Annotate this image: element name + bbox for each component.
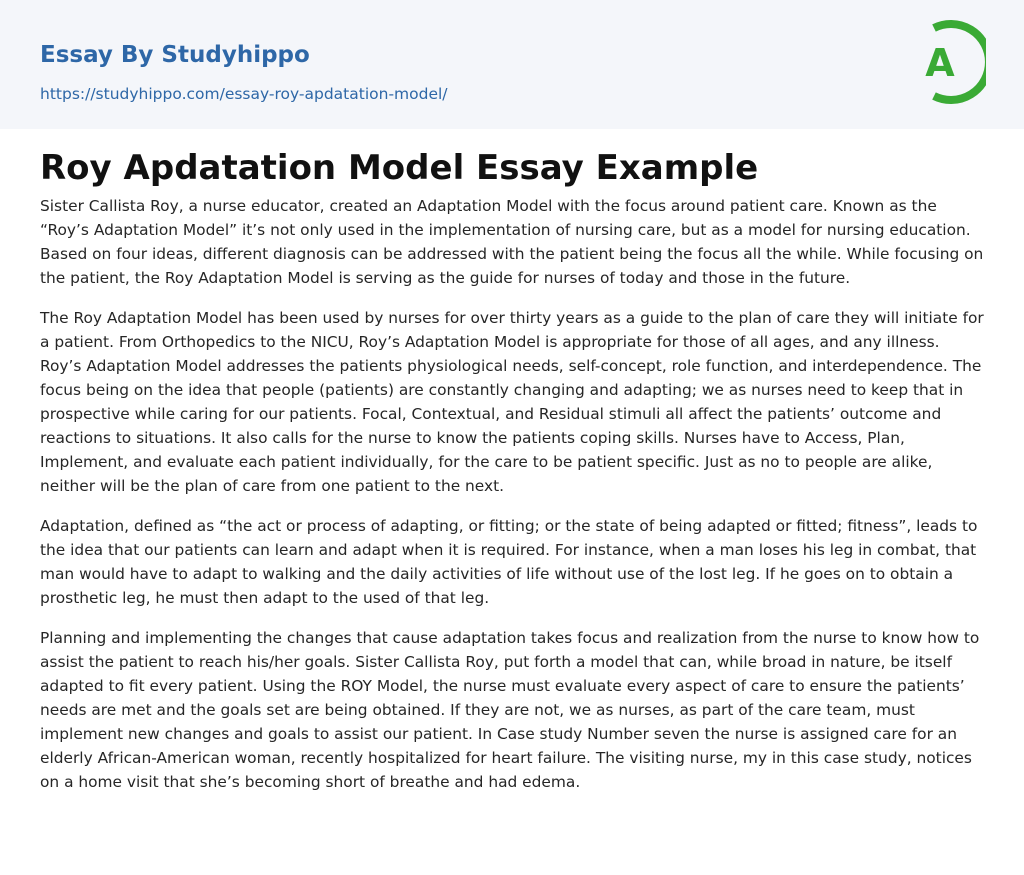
- brand-title[interactable]: Essay By Studyhippo: [40, 42, 310, 68]
- source-url-link[interactable]: https://studyhippo.com/essay-roy-apdatation-model/: [40, 85, 448, 103]
- essay-body: [40, 194, 984, 794]
- essay-paragraph-1: Sister Callista Roy, a nurse educator, created an Adaptation Model with the focus around patient care. Known as the “Roy’s Adaptation Model” it’s not only used in the implementation of nursing care, but as a model for nursing education. Based on four ideas, different diagnosis can be addressed with the patient being the focus all the while. While focusing on the patient, the Roy Adaptation Model is serving as the guide for nurses of today and those in the future.: [40, 197, 984, 287]
- article: [0, 129, 1024, 794]
- essay-paragraph-3: Adaptation, defined as “the act or process of adapting, or fitting; or the state of being adapted or fitted; fitness”, leads to the idea that our patients can learn and adapt when it is required. For instance, when a man loses his leg in combat, that man would have to adapt to walking and the daily activities of life without use of the lost leg. If he goes on to obtain a prosthetic leg, he must then adapt to the used of that leg.: [40, 517, 978, 607]
- logo-letter: A: [925, 41, 955, 85]
- studyhippo-logo-icon[interactable]: [912, 20, 986, 104]
- site-header: [0, 0, 1024, 129]
- essay-paragraph-4: Planning and implementing the changes that cause adaptation takes focus and realization from the nurse to know how to assist the patient to reach his/her goals. Sister Callista Roy, put forth a model that can, while broad in nature, be itself adapted to fit every patient. Using the ROY Model, the nurse must evaluate every aspect of care to ensure the patients’ needs are met and the goals set are being obtained. If they are not, we as nurses, as part of the care team, must implement new changes and goals to assist our patient. In Case study Number seven the nurse is assigned care for an elderly African-American woman, recently hospitalized for heart failure. The visiting nurse, my in this case study, notices on a home visit that she’s becoming short of breathe and had edema.: [40, 629, 980, 791]
- page-title: Roy Apdatation Model Essay Example: [40, 148, 759, 188]
- essay-paragraph-2: The Roy Adaptation Model has been used by nurses for over thirty years as a guide to the plan of care they will initiate for a patient. From Orthopedics to the NICU, Roy’s Adaptation Model is appropriate for those of all ages, and any illness. Roy’s Adaptation Model addresses the patients physiological needs, self-concept, role function, and interdependence. The focus being on the idea that people (patients) are constantly changing and adapting; we as nurses need to keep that in prospective while caring for our patients. Focal, Contextual, and Residual stimuli all affect the patients’ outcome and reactions to situations. It also calls for the nurse to know the patients coping skills. Nurses have to Access, Plan, Implement, and evaluate each patient individually, for the care to be patient specific. Just as no to people are alike, neither will be the plan of care from one patient to the next.: [40, 309, 984, 495]
